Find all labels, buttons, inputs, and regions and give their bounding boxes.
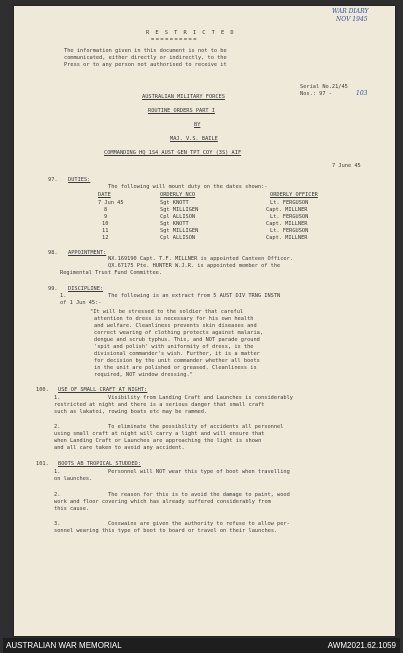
order-99-item: 1. <box>60 293 67 299</box>
order-99-title: DISCIPLINE: <box>68 286 104 292</box>
orders-date: 7 June 45 <box>332 163 361 169</box>
order-97-number: 97. <box>48 177 58 183</box>
order-100-p1-line: Visibility from Landing Craft and Launches is considerably <box>108 395 293 401</box>
order-98-line-1: NX.169190 Capt. T.F. MILLNER is appointed Canteen Officer. <box>108 256 293 262</box>
duty-col-nco: ORDERLY NCO <box>160 192 196 198</box>
duty-officer: Capt. MILLNER <box>266 235 308 241</box>
order-100-p2-line: using small craft at night will carry a light and will ensure that <box>54 431 265 437</box>
duty-nco: Cpl ALLISON <box>160 214 196 220</box>
notice-line-1: The information given in this document is not to be <box>64 48 227 54</box>
duty-date: 8 <box>104 207 108 213</box>
order-99-line: correct wearing of clothing protects against malaria, <box>94 330 264 336</box>
duty-date: 7 Jun 45 <box>98 200 124 206</box>
notice-line-3: Press or to any person not authorised to receive it <box>64 62 227 68</box>
duty-officer: Capt. MILLNER <box>266 207 308 213</box>
duty-nco: Sgt KNOTT <box>160 200 189 206</box>
order-101-p3-line: Coxswains are given the authority to refuse to allow per- <box>108 521 290 527</box>
orders-title: ROUTINE ORDERS PART I <box>148 108 215 114</box>
order-numbers: Nos.: 97 - <box>300 91 332 97</box>
order-101-p2-line: this cause. <box>54 506 90 512</box>
order-100-p2-line: when Landing Craft or Launches are approaching the light is shown <box>54 438 262 444</box>
order-100-p1-num: 1. <box>54 395 61 401</box>
order-98-number: 98. <box>48 250 58 256</box>
order-99-line: required, NOT window dressing." <box>94 372 193 378</box>
order-numbers-handwritten: 103 <box>356 90 368 97</box>
handwritten-date: NOV 1945 <box>336 16 368 23</box>
order-99-line: The following is an extract from 5 AUST DIV TRNG INSTN <box>108 293 281 299</box>
archive-accession-number: AWM2021.62.1059 <box>327 641 396 650</box>
archive-footer <box>3 638 400 653</box>
order-101-p3-num: 3. <box>54 521 61 527</box>
order-100-p2-line: and all care taken to avoid any accident. <box>54 445 185 451</box>
order-99-line: divisional commander's wish. Further, it is a matter <box>94 351 260 357</box>
order-101-number: 101. <box>36 461 49 467</box>
classification-heading: R E S T R I C T E D <box>146 30 236 36</box>
order-101-p2-num: 2. <box>54 492 61 498</box>
order-99-line: for decision by the unit commander whether all boots <box>94 358 260 364</box>
order-100-number: 100. <box>36 387 49 393</box>
order-99-line: 'spit and polish' with uniformity of dress, is the <box>94 344 254 350</box>
duty-officer: Lt. FERGUSON <box>270 214 309 220</box>
duty-date: 9 <box>104 214 108 220</box>
order-101-p2-line: work and floor covering which has already suffered considerably from <box>54 499 271 505</box>
order-101-title: BOOTS AB TROPICAL STUDDED: <box>58 461 141 467</box>
order-100-p1-line: restricted at night and there is a serious danger that small craft <box>54 402 265 408</box>
duty-nco: Sgt MILLIGEN <box>160 207 199 213</box>
duty-officer: Lt. FERGUSON <box>270 228 309 234</box>
notice-line-2: communicated, either directly or indirectly, to the <box>64 55 227 61</box>
order-99-line: and welfare. Cleanliness prevents skin diseases and <box>94 323 257 329</box>
duty-date: 11 <box>102 228 109 234</box>
serial-number: Serial No.21/45 <box>300 84 348 90</box>
order-98-title: APPOINTMENT: <box>68 250 107 256</box>
document-page <box>14 6 395 636</box>
org-heading: AUSTRALIAN MILITARY FORCES <box>142 94 225 100</box>
handwritten-war-diary: WAR DIARY <box>332 8 369 15</box>
commanding-officer: MAJ. V.S. BAILE <box>170 136 218 142</box>
duty-col-date: DATE <box>98 192 111 198</box>
order-101-p1-num: 1. <box>54 469 61 475</box>
order-98-line-2: QX.67175 Pte. HUNTER W.J.R. is appointed member of the <box>108 263 281 269</box>
by-line: BY <box>194 122 201 128</box>
unit-command: COMMANDING HQ 1S4 AUST GEN TPT COY (3S) AIF <box>104 150 242 156</box>
order-101-p2-line: The reason for this is to avoid the damage to paint, wood <box>108 492 290 498</box>
order-99-line: in the unit are polished or greased. Cleanliness is <box>94 365 257 371</box>
archive-name: AUSTRALIAN WAR MEMORIAL <box>6 641 122 650</box>
order-100-p2-num: 2. <box>54 424 61 430</box>
order-99-number: 99. <box>48 286 58 292</box>
order-98-line-3: Regimental Trust Fund Committee. <box>60 270 163 276</box>
duty-date: 12 <box>102 235 109 241</box>
duty-nco: Sgt KNOTT <box>160 221 189 227</box>
duty-officer: Lt. FERGUSON <box>270 200 309 206</box>
order-100-title: USE OF SMALL CRAFT AT NIGHT: <box>58 387 148 393</box>
order-99-line: attention to dress is necessary for his own health <box>94 316 254 322</box>
duty-date: 10 <box>102 221 109 227</box>
duty-officer: Capt. MILLNER <box>266 221 308 227</box>
order-99-line: dengue and scrub typhus. This, and NOT parade ground <box>94 337 260 343</box>
duty-nco: Sgt MILLIGEN <box>160 228 199 234</box>
order-99-line: "It will be stressed to the soldier that careful <box>90 309 244 315</box>
order-100-p1-line: such as lakatoi, rowing boats etc may be rammed. <box>54 409 208 415</box>
classification-underline: ========== <box>151 37 198 43</box>
order-97-title: DUTIES: <box>68 177 91 183</box>
duty-col-officer: ORDERLY OFFICER <box>270 192 318 198</box>
order-101-p1-line: on launches. <box>54 476 93 482</box>
order-99-line: of 1 Jun 45:- <box>60 300 102 306</box>
order-100-p2-line: To eliminate the possibility of accidents all personnel <box>108 424 284 430</box>
duty-nco: Cpl ALLISON <box>160 235 196 241</box>
order-101-p3-line: sonnel wearing this type of boot to board or travel on their launches. <box>54 528 278 534</box>
order-101-p1-line: Personnel will NOT wear this type of boot when travelling <box>108 469 290 475</box>
order-97-intro: The following will mount duty on the dates shown:- <box>108 184 268 190</box>
